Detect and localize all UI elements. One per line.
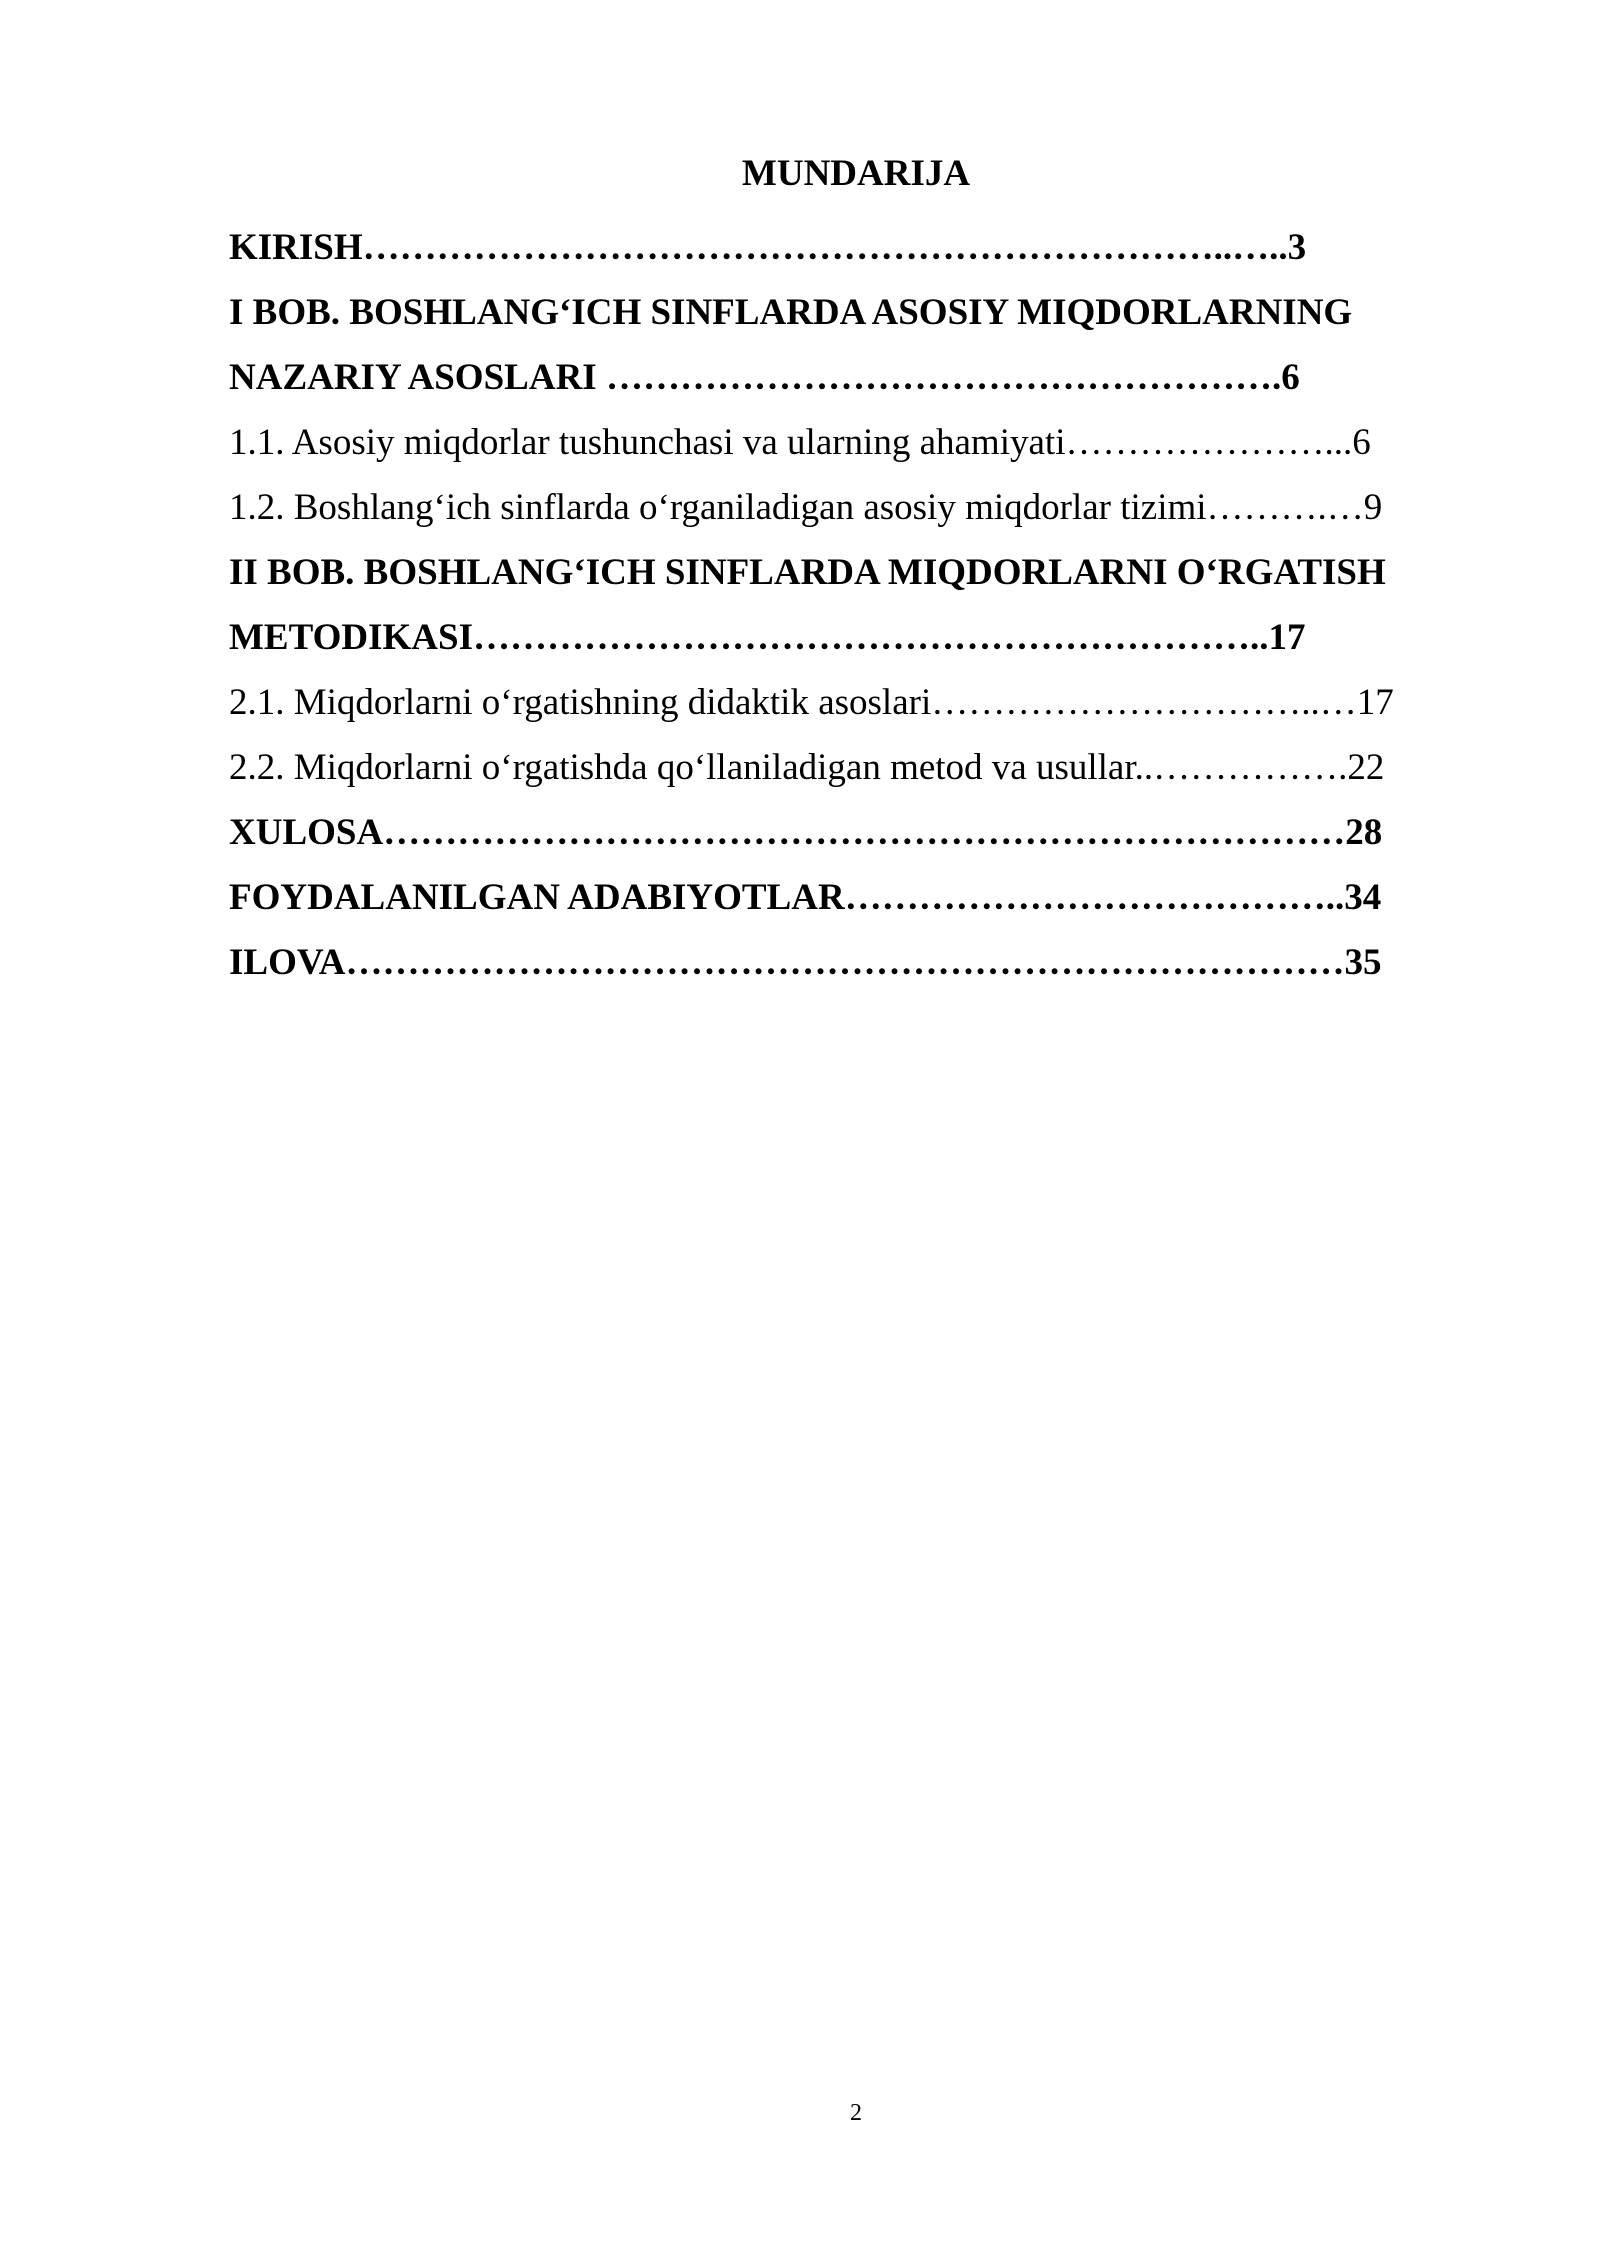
toc-entry-section-1-1: 1.1. Asosiy miqdorlar tushunchasi va ularning ahamiyati…………………...6 [229, 422, 1371, 463]
toc-entry-chapter-1-title-line-1: I BOB. BOSHLANG‘ICH SINFLARDA ASOSIY MIQDORLARNING [229, 292, 1353, 333]
toc-entry-section-2-2: 2.2. Miqdorlarni o‘rgatishda qo‘llaniladigan metod va usullar..…………….22 [229, 747, 1385, 788]
toc-entry-adabiyotlar: FOYDALANILGAN ADABIYOTLAR…………………………………..34 [229, 877, 1382, 918]
toc-entry-chapter-2-title-line-2: METODIKASI………………………………………………………..17 [229, 617, 1306, 658]
toc-title: MUNDARIJA [741, 153, 971, 194]
toc-entry-chapter-2-title-line-1: II BOB. BOSHLANG‘ICH SINFLARDA MIQDORLARNI O‘RGATISH [229, 552, 1386, 593]
toc-entry-chapter-1-title-line-2: NAZARIY ASOSLARI ……………………………………………….6 [229, 357, 1300, 398]
toc-entry-xulosa: XULOSA……………………………………………………………………28 [229, 812, 1383, 853]
page-number: 2 [850, 2100, 862, 2126]
toc-entry-kirish: KIRISH……………………………………………………………..…..3 [229, 227, 1307, 268]
table-of-contents [229, 215, 1409, 995]
toc-entry-section-1-2: 1.2. Boshlang‘ich sinflarda o‘rganiladigan asosiy miqdorlar tizimi……….…9 [229, 487, 1383, 528]
toc-entry-ilova: ILOVA………………………………………………………………………35 [229, 942, 1382, 983]
toc-entry-section-2-1: 2.1. Miqdorlarni o‘rgatishning didaktik asoslari…………………………..…17 [229, 682, 1394, 723]
